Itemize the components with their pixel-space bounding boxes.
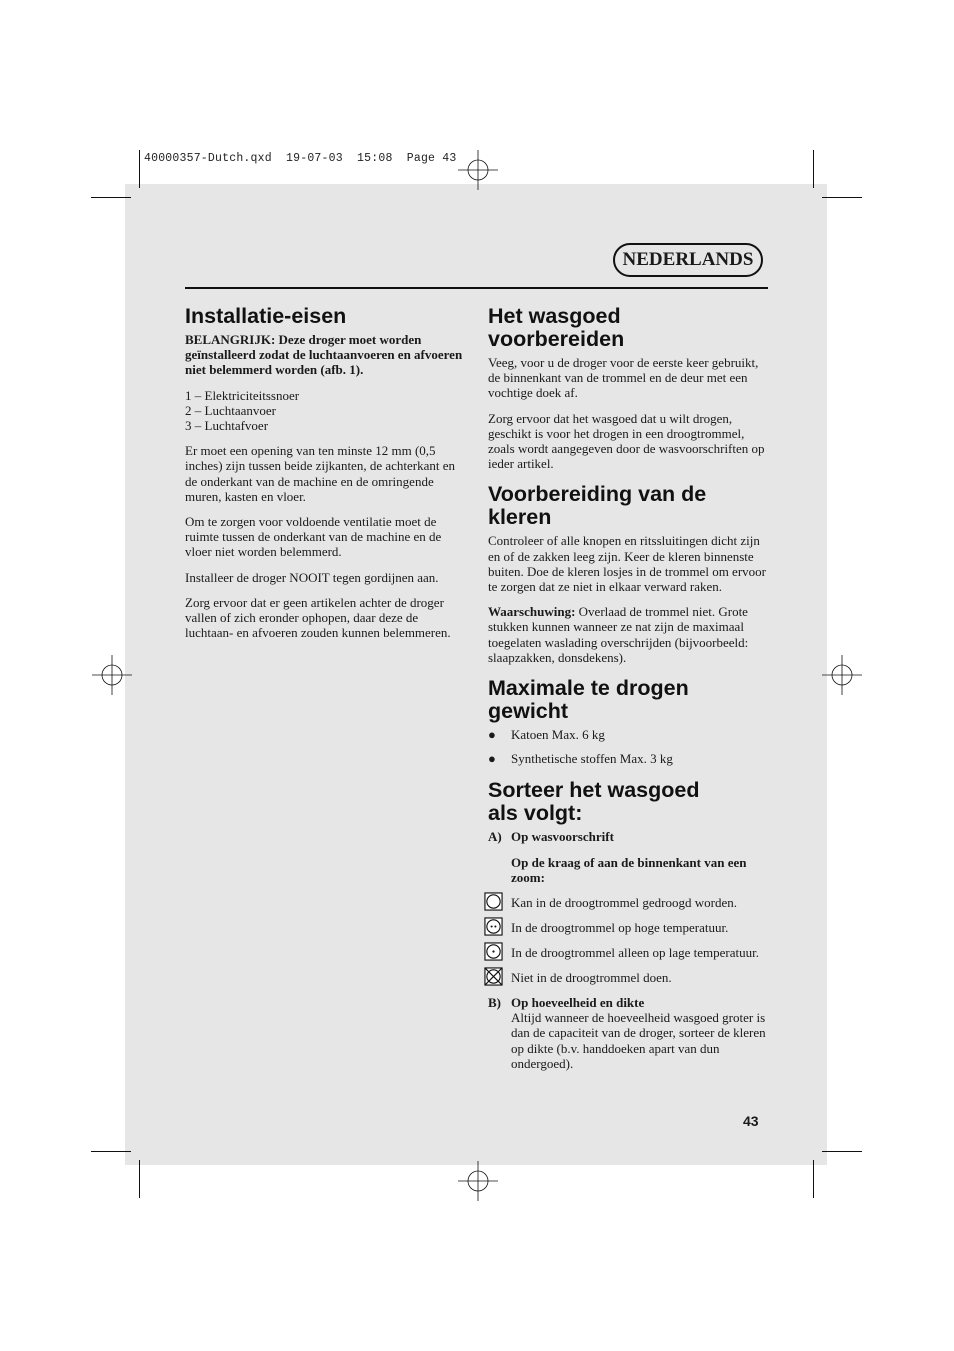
registration-mark-icon (458, 150, 498, 190)
care-label-text: Op de kraag of aan de binnenkant van een zoom: (511, 854, 747, 885)
prepare-paragraph-1: Veeg, voor u de droger voor de eerste keer gebruikt, de binnenkant van de trommel en de deur met een vochtige doek af. (488, 355, 759, 401)
registration-mark-icon (92, 655, 132, 695)
page-number: 43 (743, 1113, 759, 1129)
care-symbol-text: In de droogtrommel alleen op lage temperatuur. (511, 945, 759, 961)
care-symbol-text: In de droogtrommel op hoge temperatuur. (511, 920, 729, 936)
do-not-tumble-dry-icon (484, 967, 503, 986)
care-symbol-row (484, 945, 770, 961)
bullet-icon: ● (488, 727, 496, 743)
tumble-dry-high-icon (484, 917, 503, 936)
parts-list (185, 388, 465, 434)
care-symbol-row (484, 920, 770, 936)
warning-text: Overlaad de trommel niet. Grote stukken kunnen wanneer ze nat zijn de maximaal toegelaten waslading overschrijden (bijvoorbeeld: slaapzakken, donsdekens). (488, 604, 749, 665)
list-item (488, 727, 770, 742)
ventilation-paragraph: Om te zorgen voor voldoende ventilatie moet de ruimte tussen de onderkant van de machine en de vloer niet worden belemmerd. (185, 514, 442, 560)
option-title: Op hoeveelheid en dikte (511, 995, 645, 1011)
left-column (185, 305, 465, 650)
list-item-text: Synthetische stoffen Max. 3 kg (511, 751, 673, 767)
tumble-dry-icon (484, 892, 503, 911)
crop-mark (822, 197, 862, 198)
care-symbol-text: Kan in de droogtrommel gedroogd worden. (511, 895, 738, 911)
prepare-laundry-title: Het wasgoed voorbereiden (488, 304, 625, 351)
print-slug: 40000357-Dutch.qxd 19-07-03 15:08 Page 43 (144, 152, 457, 165)
care-label-note (488, 855, 770, 885)
crop-mark (91, 197, 131, 198)
right-column (488, 305, 770, 1081)
parts-list-item: 1 – Elektriciteitssnoer (185, 387, 300, 403)
curtains-paragraph: Installeer de droger NOOIT tegen gordijnen aan. (185, 569, 439, 585)
option-label: A) (488, 829, 502, 845)
warning-label: Waarschuwing: (488, 604, 576, 620)
care-symbol-row (484, 970, 770, 986)
crop-mark (139, 150, 140, 188)
max-weight-title: Maximale te drogen gewicht (488, 676, 689, 724)
list-item-text: Katoen Max. 6 kg (511, 727, 605, 743)
bullet-icon: ● (488, 751, 496, 767)
crop-mark (813, 150, 814, 188)
prepare-clothes-paragraph: Controleer of alle knopen en ritssluitingen dicht zijn en of de zakken leeg zijn. Keer de kleren binnenste buiten. Doe de kleren losjes in de trommel om ervoor te zorgen dat ze niet in elkaar verward raken. (488, 533, 766, 595)
parts-list-item: 2 – Luchtaanvoer (185, 402, 276, 418)
prepare-clothes-title: Voorbereiding van de kleren (488, 482, 707, 530)
tumble-dry-low-icon (484, 942, 503, 961)
care-symbol-text: Niet in de droogtrommel doen. (511, 970, 672, 986)
warning-paragraph (488, 604, 770, 665)
option-label: B) (488, 995, 501, 1011)
list-item (488, 751, 770, 766)
sort-option-b (488, 995, 770, 1071)
sort-laundry-title: Sorteer het wasgoed als volgt: (488, 778, 700, 826)
registration-mark-icon (822, 655, 862, 695)
obstruction-paragraph: Zorg ervoor dat er geen artikelen achter de droger vallen of zich eronder ophopen, daar deze de luchtaan- en afvoeren zouden kunnen belemmeren. (185, 594, 451, 641)
language-badge: NEDERLANDS (613, 243, 763, 277)
clearance-paragraph: Er moet een opening van ten minste 12 mm (0,5 inches) zijn tussen beide zijkanten, de achterkant en de onderkant van de machine en de omringende muren, kasten en vloer. (185, 443, 456, 504)
parts-list-item: 3 – Luchtafvoer (185, 418, 269, 434)
important-note: BELANGRIJK: Deze droger moet worden geïnstalleerd zodat de luchtaanvoeren en afvoeren niet belemmerd worden (afb. 1). (185, 332, 463, 378)
sort-option-a (488, 829, 770, 844)
installation-title: Installatie-eisen (185, 304, 347, 328)
option-text: Altijd wanneer de hoeveelheid wasgoed groter is dan de capaciteit van de droger, sorteer de kleren op dikte (b.v. handdoeken apart van dun ondergoed). (511, 1010, 766, 1071)
header-rule (185, 287, 768, 289)
crop-mark (813, 1160, 814, 1198)
prepare-paragraph-2: Zorg ervoor dat het wasgoed dat u wilt drogen, geschikt is voor het drogen in een droogtrommel, zoals wordt aangegeven door de wasvoorschriften op ieder artikel. (488, 410, 765, 472)
care-symbol-row (484, 895, 770, 911)
crop-mark (91, 1151, 131, 1152)
crop-mark (822, 1151, 862, 1152)
registration-mark-icon (458, 1161, 498, 1201)
crop-mark (139, 1160, 140, 1198)
option-title: Op wasvoorschrift (511, 829, 614, 845)
